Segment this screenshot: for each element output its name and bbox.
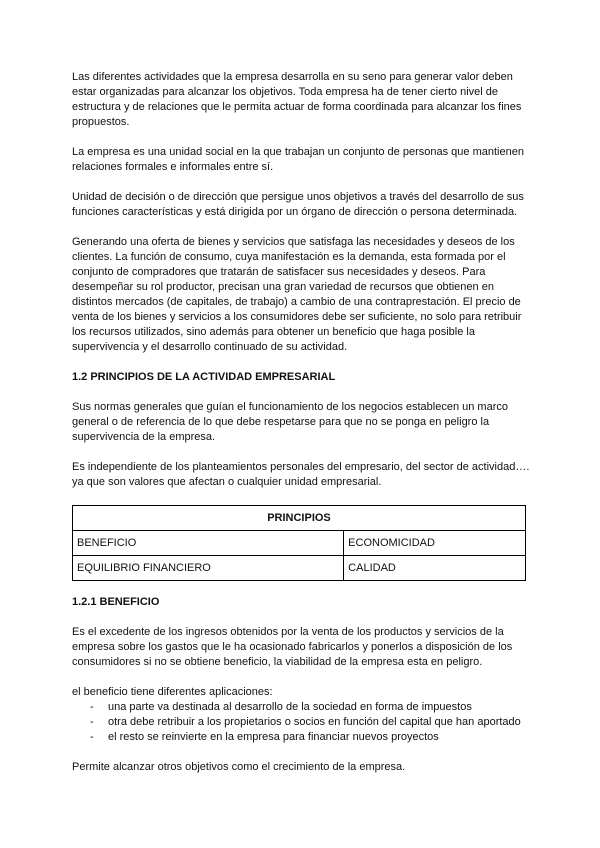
- intro-paragraph-2: La empresa es una unidad social en la que trabajan un conjunto de personas que mantienen relaciones formales e informales entre sí.: [72, 146, 524, 173]
- list-item: [72, 700, 530, 715]
- intro-paragraph-1: Las diferentes actividades que la empresa desarrolla en su seno para generar valor deben estar organizadas para alcanzar los objetivos. Toda empresa ha de tener cierto nivel de estructura y de relaciones que le permita actuar de forma coordinada para alcanzar los fines propuestos.: [72, 71, 522, 128]
- list-item: [72, 730, 530, 745]
- section-heading-beneficio: 1.2.1 BENEFICIO: [72, 596, 160, 608]
- beneficio-paragraph: Es el excedente de los ingresos obtenidos por la venta de los productos y servicios de la empresa sobre los gastos que le ha ocasionado fabricarlos y ponerlos a disposición de los consumidores si no se obtiene beneficio, la viabilidad de la empresa esta en peligro.: [72, 626, 513, 668]
- document-page: [72, 70, 530, 790]
- intro-paragraph-4: Generando una oferta de bienes y servicios que satisfaga las necesidades y deseos de los clientes. La función de consumo, cuya manifestación es la demanda, esta formada por el conjunto de compradores que tratarán de satisfacer sus necesidades y deseos. Para desempeñar su rol productor, precisan una gran variedad de recursos que obtienen en distintos mercados (de capitales, de trabajo) a cambio de una contraprestación. El precio de venta de los bienes y servicios a los consumidores debe ser suficiente, no solo para retribuir los recursos utilizados, sino además para obtener un beneficio que haga posible la supervivencia y el desarrollo continuado de su actividad.: [72, 236, 522, 353]
- list-item-text: una parte va destinada al desarrollo de la sociedad en forma de impuestos: [108, 701, 472, 713]
- section-heading-principios: 1.2 PRINCIPIOS DE LA ACTIVIDAD EMPRESARIAL: [72, 371, 336, 383]
- beneficio-applications-list: [72, 700, 530, 745]
- dash-bullet-icon: -: [90, 716, 94, 728]
- dash-bullet-icon: -: [90, 731, 94, 743]
- principios-paragraph-2: Es independiente de los planteamientos personales del empresario, del sector de actividad…. ya que son valores que afectan o cualquier unidad empresarial.: [72, 461, 530, 488]
- table-row: [73, 531, 526, 556]
- principios-paragraph-1: Sus normas generales que guían el funcionamiento de los negocios establecen un marco general o de referencia de lo que debe respetarse para que no se ponga en peligro la supervivencia de la empresa.: [72, 401, 508, 443]
- table-cell-calidad: CALIDAD: [344, 556, 526, 581]
- list-item-text: otra debe retribuir a los propietarios o socios en función del capital que han aportado: [108, 716, 521, 728]
- table-header-row: [73, 506, 526, 531]
- principios-table: [72, 505, 526, 581]
- table-cell-equilibrio-financiero: EQUILIBRIO FINANCIERO: [73, 556, 344, 581]
- list-item-text: el resto se reinvierte en la empresa para financiar nuevos proyectos: [108, 731, 439, 743]
- table-header-cell: PRINCIPIOS: [73, 506, 526, 531]
- table-cell-economicidad: ECONOMICIDAD: [344, 531, 526, 556]
- beneficio-closing-paragraph: Permite alcanzar otros objetivos como el crecimiento de la empresa.: [72, 761, 406, 773]
- intro-paragraph-3: Unidad de decisión o de dirección que persigue unos objetivos a través del desarrollo de sus funciones características y está dirigida por un órgano de dirección o persona determinada.: [72, 191, 524, 218]
- beneficio-list-intro: el beneficio tiene diferentes aplicaciones:: [72, 686, 273, 698]
- table-row: [73, 556, 526, 581]
- dash-bullet-icon: -: [90, 701, 94, 713]
- table-cell-beneficio: BENEFICIO: [73, 531, 344, 556]
- list-item: [72, 715, 530, 730]
